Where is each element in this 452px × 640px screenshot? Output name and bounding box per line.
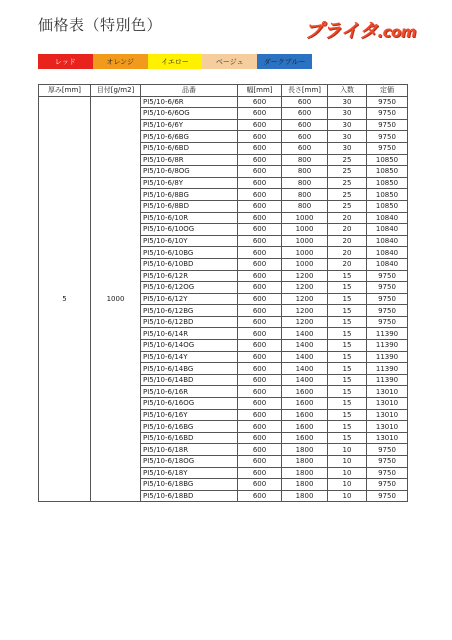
cell-product-code: PI5/10-6/6OG	[141, 108, 238, 120]
cell-quantity: 15	[328, 432, 367, 444]
cell-quantity: 20	[328, 258, 367, 270]
cell-quantity: 30	[328, 142, 367, 154]
cell-width: 600	[238, 142, 282, 154]
cell-length: 800	[282, 166, 328, 178]
cell-product-code: PI5/10-6/14OG	[141, 340, 238, 352]
cell-quantity: 30	[328, 119, 367, 131]
cell-product-code: PI5/10-6/16BG	[141, 421, 238, 433]
cell-list-price: 10850	[367, 189, 408, 201]
cell-quantity: 15	[328, 293, 367, 305]
cell-product-code: PI5/10-6/6R	[141, 96, 238, 108]
cell-product-code: PI5/10-6/18BD	[141, 490, 238, 502]
cell-length: 1600	[282, 386, 328, 398]
table-header-row	[39, 85, 408, 97]
cell-width: 600	[238, 479, 282, 491]
cell-width: 600	[238, 258, 282, 270]
cell-product-code: PI5/10-6/12Y	[141, 293, 238, 305]
cell-list-price: 11390	[367, 374, 408, 386]
cell-quantity: 20	[328, 224, 367, 236]
cell-product-code: PI5/10-6/8Y	[141, 177, 238, 189]
cell-quantity: 25	[328, 166, 367, 178]
cell-width: 600	[238, 421, 282, 433]
cell-product-code: PI5/10-6/6BD	[141, 142, 238, 154]
cell-list-price: 10840	[367, 247, 408, 259]
cell-product-code: PI5/10-6/18Y	[141, 467, 238, 479]
cell-quantity: 15	[328, 398, 367, 410]
cell-width: 600	[238, 189, 282, 201]
cell-length: 800	[282, 154, 328, 166]
brand-logo-name: プライタ	[304, 20, 378, 42]
cell-product-code: PI5/10-6/12OG	[141, 282, 238, 294]
cell-list-price: 9750	[367, 108, 408, 120]
cell-product-code: PI5/10-6/6Y	[141, 119, 238, 131]
cell-width: 600	[238, 235, 282, 247]
cell-product-code: PI5/10-6/12BD	[141, 316, 238, 328]
cell-quantity: 15	[328, 340, 367, 352]
cell-product-code: PI5/10-6/8OG	[141, 166, 238, 178]
cell-width: 600	[238, 363, 282, 375]
cell-list-price: 11390	[367, 363, 408, 375]
color-swatch: レッド	[38, 54, 93, 69]
cell-width: 600	[238, 467, 282, 479]
cell-list-price: 11390	[367, 351, 408, 363]
cell-quantity: 15	[328, 374, 367, 386]
cell-length: 600	[282, 131, 328, 143]
cell-length: 1400	[282, 374, 328, 386]
cell-width: 600	[238, 108, 282, 120]
cell-product-code: PI5/10-6/16Y	[141, 409, 238, 421]
table-body	[39, 96, 408, 502]
cell-thickness: 5	[39, 96, 91, 502]
cell-product-code: PI5/10-6/12BG	[141, 305, 238, 317]
cell-list-price: 13010	[367, 386, 408, 398]
cell-length: 1000	[282, 235, 328, 247]
cell-list-price: 9750	[367, 293, 408, 305]
cell-length: 1400	[282, 328, 328, 340]
cell-list-price: 9750	[367, 119, 408, 131]
cell-list-price: 9750	[367, 142, 408, 154]
cell-list-price: 9750	[367, 316, 408, 328]
cell-width: 600	[238, 270, 282, 282]
cell-quantity: 15	[328, 409, 367, 421]
cell-list-price: 9750	[367, 282, 408, 294]
cell-quantity: 25	[328, 154, 367, 166]
cell-width: 600	[238, 340, 282, 352]
cell-width: 600	[238, 386, 282, 398]
cell-quantity: 15	[328, 282, 367, 294]
cell-length: 1400	[282, 340, 328, 352]
cell-width: 600	[238, 224, 282, 236]
cell-length: 600	[282, 119, 328, 131]
cell-product-code: PI5/10-6/14BG	[141, 363, 238, 375]
cell-length: 1200	[282, 316, 328, 328]
cell-length: 1200	[282, 270, 328, 282]
cell-product-code: PI5/10-6/10R	[141, 212, 238, 224]
cell-product-code: PI5/10-6/10OG	[141, 224, 238, 236]
cell-list-price: 9750	[367, 131, 408, 143]
cell-product-code: PI5/10-6/18OG	[141, 456, 238, 468]
cell-length: 800	[282, 200, 328, 212]
cell-quantity: 20	[328, 235, 367, 247]
cell-weight: 1000	[91, 96, 141, 502]
cell-product-code: PI5/10-6/10Y	[141, 235, 238, 247]
cell-quantity: 10	[328, 467, 367, 479]
cell-length: 1600	[282, 398, 328, 410]
cell-length: 1000	[282, 224, 328, 236]
cell-length: 1000	[282, 258, 328, 270]
cell-length: 1400	[282, 351, 328, 363]
cell-width: 600	[238, 316, 282, 328]
cell-product-code: PI5/10-6/16BD	[141, 432, 238, 444]
cell-width: 600	[238, 432, 282, 444]
cell-width: 600	[238, 212, 282, 224]
cell-product-code: PI5/10-6/12R	[141, 270, 238, 282]
table-row	[39, 96, 408, 108]
cell-length: 600	[282, 96, 328, 108]
cell-list-price: 11390	[367, 328, 408, 340]
cell-list-price: 11390	[367, 340, 408, 352]
cell-length: 1200	[282, 305, 328, 317]
cell-length: 1800	[282, 467, 328, 479]
cell-quantity: 30	[328, 96, 367, 108]
cell-quantity: 30	[328, 131, 367, 143]
cell-product-code: PI5/10-6/16OG	[141, 398, 238, 410]
cell-width: 600	[238, 177, 282, 189]
cell-list-price: 13010	[367, 409, 408, 421]
cell-product-code: PI5/10-6/10BG	[141, 247, 238, 259]
cell-width: 600	[238, 374, 282, 386]
cell-length: 1800	[282, 444, 328, 456]
cell-quantity: 25	[328, 177, 367, 189]
cell-quantity: 25	[328, 189, 367, 201]
cell-length: 800	[282, 177, 328, 189]
cell-length: 1600	[282, 421, 328, 433]
cell-product-code: PI5/10-6/6BG	[141, 131, 238, 143]
cell-list-price: 10850	[367, 177, 408, 189]
cell-width: 600	[238, 200, 282, 212]
cell-length: 1000	[282, 212, 328, 224]
cell-width: 600	[238, 456, 282, 468]
cell-product-code: PI5/10-6/8BD	[141, 200, 238, 212]
cell-width: 600	[238, 490, 282, 502]
cell-width: 600	[238, 154, 282, 166]
cell-length: 1000	[282, 247, 328, 259]
cell-length: 1800	[282, 479, 328, 491]
header-weight: 目付[g/m2]	[91, 85, 141, 97]
cell-list-price: 10850	[367, 166, 408, 178]
cell-quantity: 20	[328, 247, 367, 259]
brand-logo	[304, 16, 416, 43]
cell-quantity: 15	[328, 328, 367, 340]
cell-product-code: PI5/10-6/10BD	[141, 258, 238, 270]
header-product-code: 品番	[141, 85, 238, 97]
page-title: 価格表（特別色）	[38, 16, 163, 34]
color-swatch: ダークブルー	[257, 54, 312, 69]
header-quantity: 入数	[328, 85, 367, 97]
cell-list-price: 9750	[367, 479, 408, 491]
cell-width: 600	[238, 96, 282, 108]
cell-width: 600	[238, 282, 282, 294]
cell-quantity: 15	[328, 363, 367, 375]
cell-width: 600	[238, 398, 282, 410]
color-swatch: ベージュ	[202, 54, 257, 69]
cell-length: 1600	[282, 409, 328, 421]
header-length: 長さ[mm]	[282, 85, 328, 97]
cell-product-code: PI5/10-6/16R	[141, 386, 238, 398]
cell-quantity: 15	[328, 421, 367, 433]
cell-quantity: 10	[328, 444, 367, 456]
color-swatch: イエロー	[148, 54, 203, 69]
cell-width: 600	[238, 409, 282, 421]
brand-logo-suffix: .com	[377, 23, 416, 41]
cell-list-price: 13010	[367, 398, 408, 410]
cell-quantity: 10	[328, 479, 367, 491]
cell-product-code: PI5/10-6/14Y	[141, 351, 238, 363]
cell-list-price: 9750	[367, 444, 408, 456]
cell-length: 600	[282, 108, 328, 120]
cell-quantity: 15	[328, 316, 367, 328]
cell-quantity: 10	[328, 490, 367, 502]
cell-quantity: 15	[328, 270, 367, 282]
cell-list-price: 10850	[367, 200, 408, 212]
cell-list-price: 10840	[367, 258, 408, 270]
cell-length: 1200	[282, 293, 328, 305]
cell-length: 1400	[282, 363, 328, 375]
cell-quantity: 10	[328, 456, 367, 468]
header-width: 幅[mm]	[238, 85, 282, 97]
cell-width: 600	[238, 293, 282, 305]
cell-list-price: 10850	[367, 154, 408, 166]
cell-quantity: 15	[328, 351, 367, 363]
cell-list-price: 10840	[367, 212, 408, 224]
cell-length: 1800	[282, 456, 328, 468]
cell-list-price: 9750	[367, 467, 408, 479]
cell-product-code: PI5/10-6/14BD	[141, 374, 238, 386]
cell-list-price: 13010	[367, 421, 408, 433]
cell-quantity: 15	[328, 305, 367, 317]
cell-list-price: 10840	[367, 224, 408, 236]
cell-list-price: 9750	[367, 305, 408, 317]
header-list-price: 定価	[367, 85, 408, 97]
cell-length: 1600	[282, 432, 328, 444]
cell-width: 600	[238, 328, 282, 340]
cell-width: 600	[238, 119, 282, 131]
cell-quantity: 30	[328, 108, 367, 120]
cell-list-price: 9750	[367, 270, 408, 282]
cell-quantity: 20	[328, 212, 367, 224]
cell-width: 600	[238, 247, 282, 259]
cell-product-code: PI5/10-6/18R	[141, 444, 238, 456]
cell-width: 600	[238, 444, 282, 456]
cell-product-code: PI5/10-6/18BG	[141, 479, 238, 491]
cell-product-code: PI5/10-6/8BG	[141, 189, 238, 201]
color-legend	[38, 54, 312, 69]
cell-list-price: 9750	[367, 96, 408, 108]
color-swatch: オレンジ	[93, 54, 148, 69]
cell-list-price: 9750	[367, 490, 408, 502]
cell-product-code: PI5/10-6/14R	[141, 328, 238, 340]
cell-product-code: PI5/10-6/8R	[141, 154, 238, 166]
cell-width: 600	[238, 305, 282, 317]
cell-length: 800	[282, 189, 328, 201]
price-table	[38, 84, 408, 502]
cell-list-price: 13010	[367, 432, 408, 444]
cell-width: 600	[238, 351, 282, 363]
cell-list-price: 10840	[367, 235, 408, 247]
cell-width: 600	[238, 166, 282, 178]
cell-length: 600	[282, 142, 328, 154]
cell-quantity: 15	[328, 386, 367, 398]
cell-length: 1800	[282, 490, 328, 502]
cell-width: 600	[238, 131, 282, 143]
header-thickness: 厚み[mm]	[39, 85, 91, 97]
cell-length: 1200	[282, 282, 328, 294]
cell-list-price: 9750	[367, 456, 408, 468]
cell-quantity: 25	[328, 200, 367, 212]
